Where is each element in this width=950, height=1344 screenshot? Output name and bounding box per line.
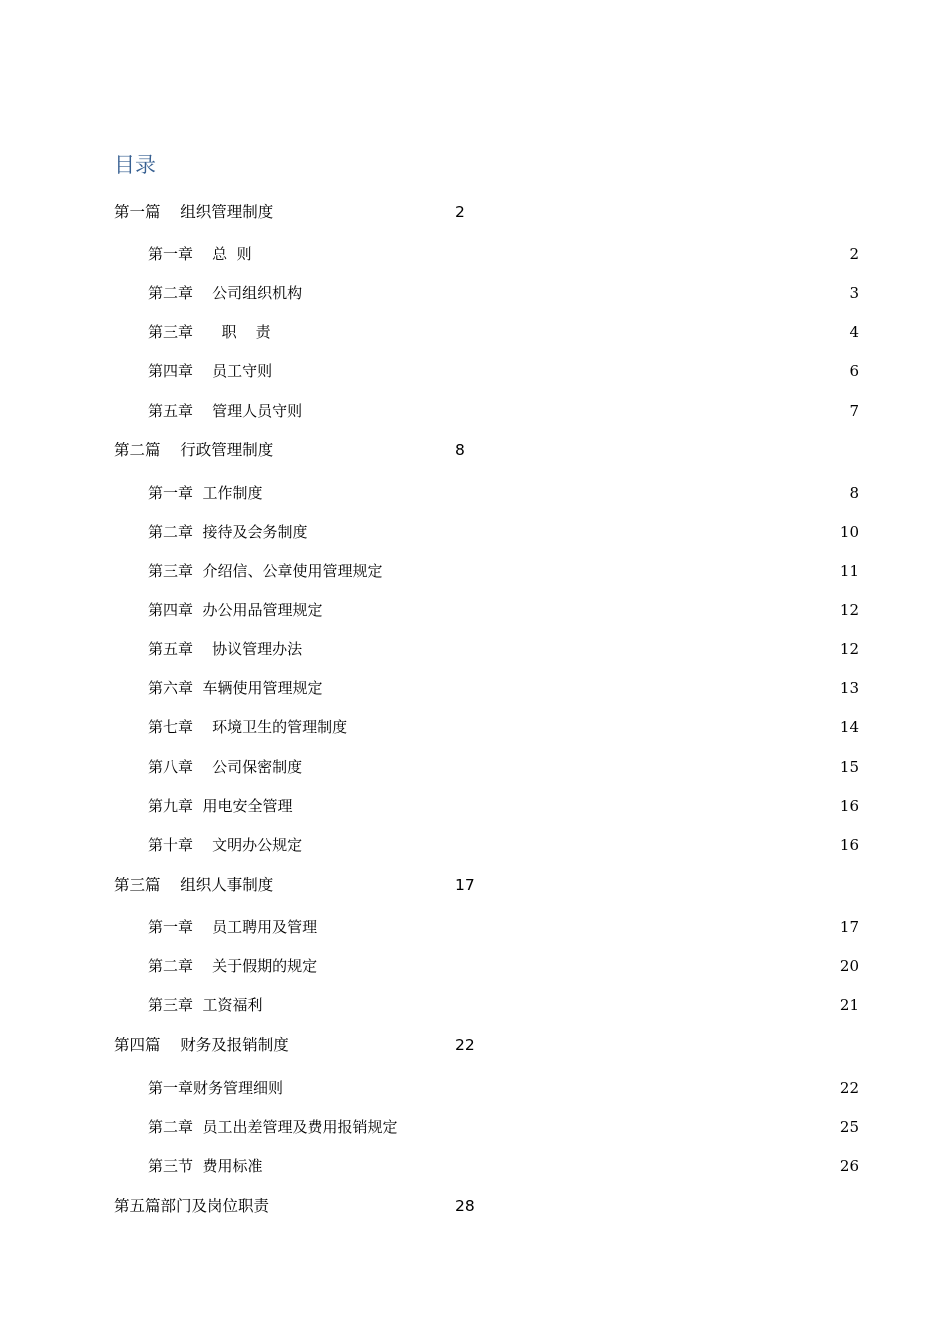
toc-chapter-entry[interactable] <box>0 481 950 505</box>
toc-page-number: 20 <box>839 957 859 975</box>
toc-entry-label: 第二章 员工出差管理及费用报销规定 <box>148 1118 398 1136</box>
toc-page-number: 6 <box>849 362 859 380</box>
toc-chapter-entry[interactable] <box>0 359 950 383</box>
toc-chapter-entry[interactable] <box>0 1076 950 1100</box>
toc-entry-label: 第二章 关于假期的规定 <box>148 957 318 975</box>
toc-page-number: 26 <box>839 1157 859 1175</box>
toc-page-number: 12 <box>839 640 859 658</box>
toc-page-number: 16 <box>839 797 859 815</box>
toc-chapter-entry[interactable] <box>0 954 950 978</box>
toc-entry-label: 第三章 介绍信、公章使用管理规定 <box>148 562 383 580</box>
toc-chapter-entry[interactable] <box>0 833 950 857</box>
toc-entry-label: 第三章 职 责 <box>148 323 271 341</box>
toc-chapter-entry[interactable] <box>0 598 950 622</box>
toc-entry-label: 第二章 接待及会务制度 <box>148 523 308 541</box>
toc-chapter-entry[interactable] <box>0 320 950 344</box>
toc-entry-label: 第五章 协议管理办法 <box>148 640 303 658</box>
toc-part-entry[interactable] <box>0 200 950 224</box>
toc-entry-label: 第七章 环境卫生的管理制度 <box>148 718 348 736</box>
toc-page-number: 12 <box>839 601 859 619</box>
toc-page-number: 7 <box>849 402 859 420</box>
toc-entry-label: 第八章 公司保密制度 <box>148 758 303 776</box>
toc-entry-label: 第一篇 组织管理制度 <box>114 203 274 221</box>
toc-chapter-entry[interactable] <box>0 676 950 700</box>
toc-page-number: 11 <box>839 562 859 580</box>
toc-entry-label: 第四章 员工守则 <box>148 362 273 380</box>
toc-page-number: 21 <box>839 996 859 1014</box>
toc-page-number: 25 <box>839 1118 859 1136</box>
toc-chapter-entry[interactable] <box>0 520 950 544</box>
toc-page-number: 17 <box>839 918 859 936</box>
toc-chapter-entry[interactable] <box>0 715 950 739</box>
toc-entry-label: 第四章 办公用品管理规定 <box>148 601 323 619</box>
toc-entry-label: 第三节 费用标准 <box>148 1157 263 1175</box>
toc-entry-label: 第五章 管理人员守则 <box>148 402 303 420</box>
toc-page-number: 16 <box>839 836 859 854</box>
toc-page-number: 2 <box>455 203 465 221</box>
toc-entry-label: 第五篇部门及岗位职责 <box>114 1197 270 1215</box>
toc-page-number: 2 <box>849 245 859 263</box>
toc-chapter-entry[interactable] <box>0 399 950 423</box>
toc-entry-label: 第一章 工作制度 <box>148 484 263 502</box>
toc-entry-label: 第一章 总 则 <box>148 245 252 263</box>
toc-entry-label: 第九章 用电安全管理 <box>148 797 293 815</box>
toc-page-number: 4 <box>849 323 859 341</box>
toc-page-number: 13 <box>839 679 859 697</box>
toc-entry-label: 第六章 车辆使用管理规定 <box>148 679 323 697</box>
toc-entry-label: 第三篇 组织人事制度 <box>114 876 274 894</box>
toc-part-entry[interactable] <box>0 873 950 897</box>
toc-page-number: 28 <box>455 1197 475 1215</box>
toc-entry-label: 第一章 员工聘用及管理 <box>148 918 318 936</box>
toc-page-number: 8 <box>455 441 465 459</box>
toc-entry-label: 第二章 公司组织机构 <box>148 284 303 302</box>
toc-part-entry[interactable] <box>0 438 950 462</box>
toc-title: 目录 <box>114 153 156 177</box>
toc-chapter-entry[interactable] <box>0 1115 950 1139</box>
toc-entry-label: 第一章财务管理细则 <box>148 1079 284 1097</box>
toc-chapter-entry[interactable] <box>0 242 950 266</box>
toc-page-number: 15 <box>839 758 859 776</box>
toc-entry-label: 第二篇 行政管理制度 <box>114 441 274 459</box>
toc-page-number: 8 <box>849 484 859 502</box>
toc-chapter-entry[interactable] <box>0 794 950 818</box>
toc-chapter-entry[interactable] <box>0 637 950 661</box>
toc-entry-label: 第十章 文明办公规定 <box>148 836 303 854</box>
toc-page-number: 3 <box>849 284 859 302</box>
toc-part-entry[interactable] <box>0 1194 950 1218</box>
toc-entry-label: 第四篇 财务及报销制度 <box>114 1036 289 1054</box>
toc-part-entry[interactable] <box>0 1033 950 1057</box>
toc-page-number: 17 <box>455 876 475 894</box>
toc-page-number: 22 <box>839 1079 859 1097</box>
toc-chapter-entry[interactable] <box>0 1154 950 1178</box>
toc-page-number: 10 <box>839 523 859 541</box>
toc-chapter-entry[interactable] <box>0 281 950 305</box>
toc-chapter-entry[interactable] <box>0 993 950 1017</box>
toc-page-number: 14 <box>839 718 859 736</box>
toc-entry-label: 第三章 工资福利 <box>148 996 263 1014</box>
toc-chapter-entry[interactable] <box>0 755 950 779</box>
toc-chapter-entry[interactable] <box>0 915 950 939</box>
toc-chapter-entry[interactable] <box>0 559 950 583</box>
toc-page-number: 22 <box>455 1036 475 1054</box>
